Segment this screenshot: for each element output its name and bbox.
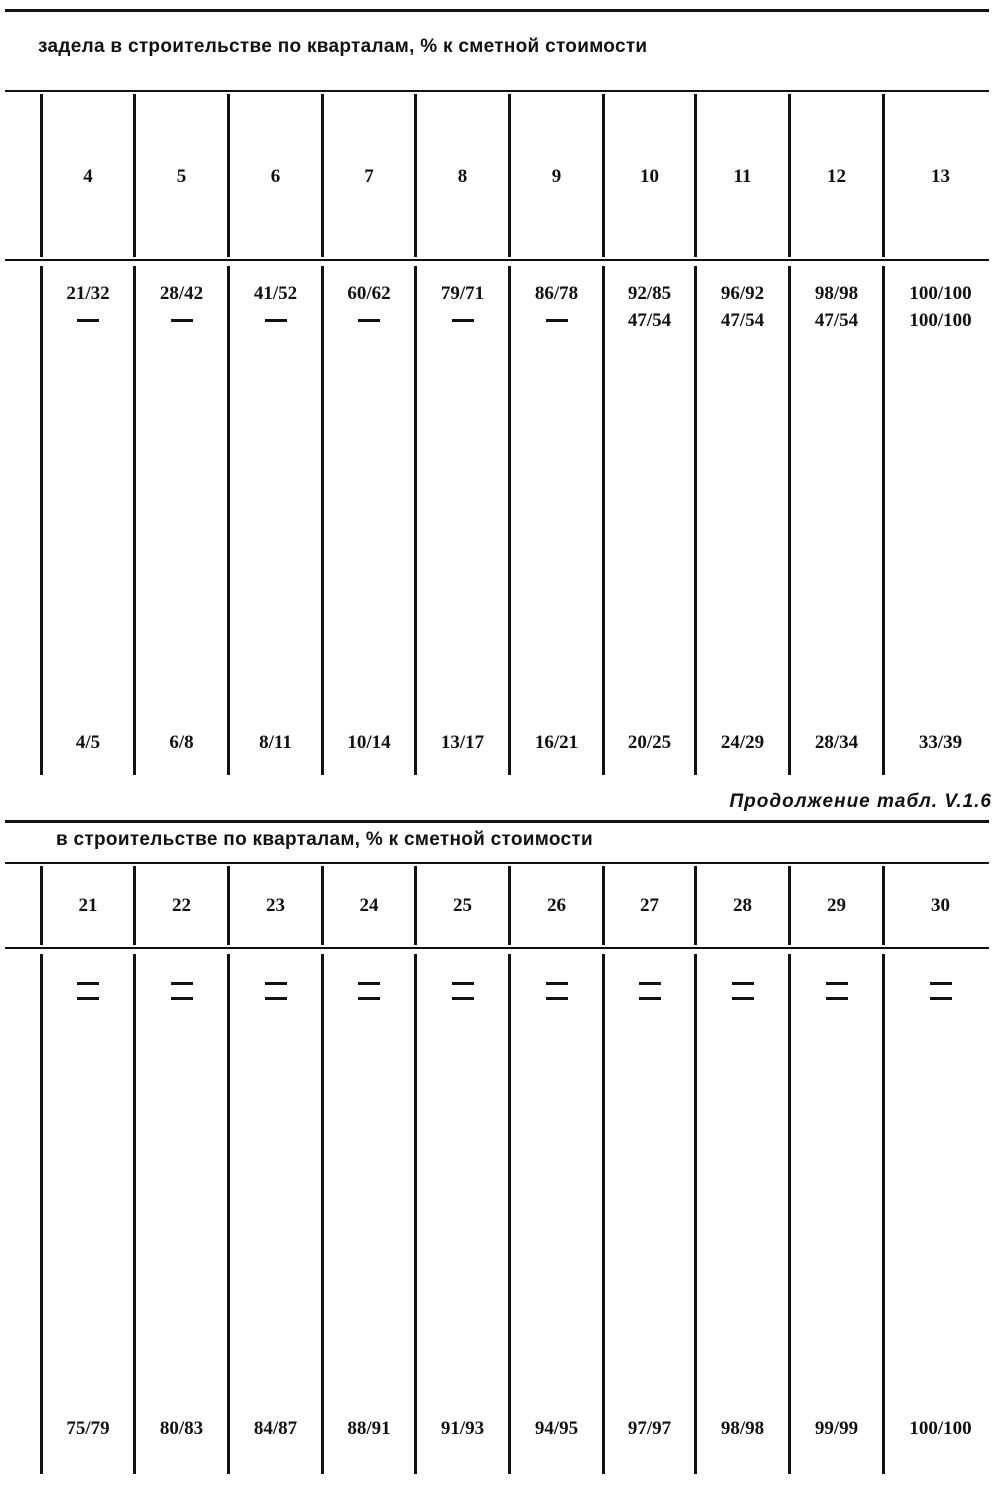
dash-mark — [639, 997, 661, 1000]
table1-cell-row2 — [136, 307, 227, 322]
dash-mark — [265, 319, 287, 322]
table1-header-cell: 5 — [176, 166, 187, 187]
table2-caption: в строительстве по кварталам, % к сметной стоимости — [56, 829, 594, 850]
table1-cell-row3: 33/39 — [918, 732, 963, 753]
table1-cell-row3: 13/17 — [440, 732, 485, 753]
table2-cell-row2 — [605, 985, 694, 1000]
dash-mark — [732, 997, 754, 1000]
table2-cell-row1 — [43, 970, 133, 985]
table2-cell-row2 — [136, 985, 227, 1000]
table2-top-rule — [5, 820, 989, 823]
table2-cell-row3: 75/79 — [66, 1418, 110, 1439]
table1-cell-row1: 21/32 — [66, 283, 110, 304]
table2-header-cell: 29 — [827, 895, 846, 916]
dash-mark — [452, 319, 474, 322]
dash-mark — [265, 997, 287, 1000]
table2-cell-row1 — [324, 970, 414, 985]
table2-cell-row3: 91/93 — [440, 1418, 485, 1439]
table2-header-cell: 30 — [931, 895, 950, 916]
table1-column-rule — [227, 266, 230, 775]
table2-column-rule — [133, 954, 136, 1474]
table2-cell-row2 — [697, 985, 788, 1000]
dash-mark — [930, 997, 952, 1000]
table2-header-top-rule — [5, 862, 989, 864]
table2-column-rule — [602, 954, 605, 1474]
dash-mark — [171, 997, 193, 1000]
table1-cell-row2: 47/54 — [720, 310, 765, 331]
table2-column-rule — [694, 954, 697, 1474]
table1-cell-row3: 4/5 — [75, 732, 101, 753]
table1-header-bottom-rule — [5, 259, 989, 261]
table1-cell-row1: 41/52 — [253, 283, 298, 304]
table2-cell-row2 — [417, 985, 508, 1000]
dash-mark — [546, 319, 568, 322]
dash-mark — [452, 997, 474, 1000]
table2-cell-row2 — [511, 985, 602, 1000]
table2-header-cell: 21 — [78, 895, 98, 916]
table1-caption: задела в строительстве по кварталам, % к сметной стоимости — [38, 36, 648, 57]
table2-cell-row1 — [885, 970, 996, 985]
dash-mark — [358, 319, 380, 322]
table1-header-cell: 6 — [270, 166, 281, 187]
table2-cell-row3: 94/95 — [534, 1418, 579, 1439]
table1-cell-row2 — [230, 307, 321, 322]
table2-cell-row1 — [417, 970, 508, 985]
table1-column-rule — [602, 266, 605, 775]
table1-cell-row2: 100/100 — [909, 310, 972, 331]
table2-cell-row1 — [230, 970, 321, 985]
table2-column-rule — [40, 954, 43, 1474]
table2-header-cell: 27 — [640, 895, 659, 916]
table2-column-rule — [882, 954, 885, 1474]
table1-header-cell: 8 — [457, 166, 468, 187]
table1-header-cell: 7 — [364, 166, 374, 187]
top-rule — [5, 9, 989, 12]
table1-column-rule — [321, 266, 324, 775]
table2-column-rule — [227, 954, 230, 1474]
table2-cell-row1 — [697, 970, 788, 985]
table2-header-cell: 24 — [359, 895, 379, 916]
table1-header-cell: 11 — [733, 166, 752, 187]
table1-header-cell: 9 — [551, 166, 562, 187]
table1-cell-row1: 96/92 — [720, 283, 765, 304]
table1-cell-row3: 24/29 — [720, 732, 765, 753]
table2-cell-row2 — [791, 985, 882, 1000]
dash-mark — [546, 997, 568, 1000]
table1-header-cell: 4 — [83, 166, 93, 187]
table2-cell-row3: 98/98 — [720, 1418, 765, 1439]
table1-cell-row3: 10/14 — [347, 732, 391, 753]
table2-cell-row1 — [605, 970, 694, 985]
table1-column-rule — [40, 266, 43, 775]
table1-cell-row3: 28/34 — [814, 732, 859, 753]
table1-column-rule — [133, 266, 136, 775]
table2-cell-row2 — [324, 985, 414, 1000]
table2-cell-row3: 100/100 — [909, 1418, 972, 1439]
table2-column-rule — [414, 954, 417, 1474]
table2-cell-row3: 80/83 — [159, 1418, 204, 1439]
table1-header-cell: 10 — [640, 166, 659, 187]
table1-cell-row1: 100/100 — [909, 283, 972, 304]
table2-cell-row2 — [230, 985, 321, 1000]
table2-header-cell: 23 — [266, 895, 285, 916]
table1-cell-row3: 16/21 — [534, 732, 579, 753]
table2-cell-row2 — [43, 985, 133, 1000]
table2-column-rule — [321, 954, 324, 1474]
table1-column-rule — [414, 266, 417, 775]
table1-cell-row2 — [511, 307, 602, 322]
dash-mark — [826, 997, 848, 1000]
table1-header-top-rule — [5, 90, 989, 92]
table2-header-cell: 26 — [547, 895, 566, 916]
table1-column-rule — [788, 266, 791, 775]
table2-cell-row1 — [791, 970, 882, 985]
table1-cell-row3: 8/11 — [259, 732, 292, 753]
table1-cell-row1: 86/78 — [534, 283, 579, 304]
table2-cell-row3: 84/87 — [253, 1418, 298, 1439]
table2-cell-row1 — [136, 970, 227, 985]
table1-cell-row1: 92/85 — [627, 283, 672, 304]
table1-column-rule — [694, 266, 697, 775]
table2-column-rule — [788, 954, 791, 1474]
table1-cell-row1: 98/98 — [814, 283, 859, 304]
dash-mark — [171, 319, 193, 322]
table2-cell-row3: 99/99 — [814, 1418, 859, 1439]
table1-header-cell: 12 — [827, 166, 846, 187]
dash-mark — [358, 997, 380, 1000]
table1-cell-row3: 6/8 — [169, 732, 194, 753]
table2-column-rule — [508, 954, 511, 1474]
table1-cell-row2 — [43, 307, 133, 322]
dash-mark — [77, 319, 99, 322]
table2-header-cell: 28 — [733, 895, 752, 916]
table1-cell-row2 — [417, 307, 508, 322]
table1-column-rule — [882, 266, 885, 775]
dash-mark — [77, 997, 99, 1000]
continuation-label: Продолжение табл. V.1.6 — [729, 791, 992, 812]
table1-cell-row1: 79/71 — [440, 283, 485, 304]
table2-cell-row2 — [885, 985, 996, 1000]
table2-header-cell: 25 — [453, 895, 472, 916]
table1-column-rule — [508, 266, 511, 775]
table1-cell-row1: 28/42 — [159, 283, 204, 304]
table2-header-cell: 22 — [172, 895, 191, 916]
table2-cell-row3: 88/91 — [347, 1418, 391, 1439]
table1-cell-row2: 47/54 — [814, 310, 859, 331]
table1-cell-row1: 60/62 — [347, 283, 391, 304]
table1-cell-row2 — [324, 307, 414, 322]
table2-cell-row1 — [511, 970, 602, 985]
table1-header-cell: 13 — [931, 166, 950, 187]
table1-cell-row2: 47/54 — [627, 310, 672, 331]
table1-cell-row3: 20/25 — [627, 732, 672, 753]
table2-header-bottom-rule — [5, 947, 989, 949]
table2-cell-row3: 97/97 — [627, 1418, 672, 1439]
